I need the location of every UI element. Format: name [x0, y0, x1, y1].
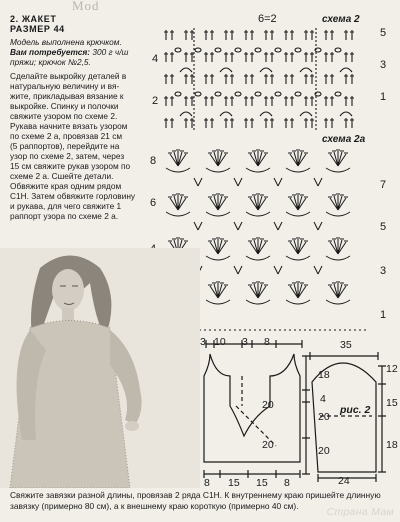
instruction-line: 15 см свяжите рукав узором по — [10, 161, 131, 171]
sleeve-right-dim-2: 15 — [386, 397, 398, 409]
model-photo — [0, 248, 200, 488]
instruction-line: С1Н. Затем обвяжите горловину — [10, 191, 136, 201]
body-right-dim-4: 20 — [318, 445, 330, 457]
body-right-dim-1: 18 — [318, 369, 330, 381]
scheme2-row-5: 5 — [380, 27, 387, 39]
bottom-line-2: завязку (примерно 80 см), а к внешнему краю короткую (примерно 40 см). — [10, 500, 299, 511]
body-bottom-dim-3: 15 — [256, 477, 268, 489]
scheme2a-row-5: 5 — [380, 221, 387, 233]
scheme2-row-4: 4 — [152, 53, 159, 65]
bottom-line-1: Свяжите завязки разной длины, провязав 2 ряда С1Н. К внутреннему краю пришейте длинную — [10, 490, 381, 500]
instruction-line: по схеме 2 а, провязав 21 см — [10, 131, 123, 141]
materials-label: Вам потребуется: — [10, 47, 91, 57]
instruction-line: свяжите узором по схеме 2. — [10, 111, 118, 121]
body-inner-dim-1: 20 — [262, 399, 274, 411]
magazine-logo: Mod — [72, 0, 100, 13]
scheme2-row-1: 1 — [380, 91, 387, 103]
model-text: Модель выполнена крючком. — [10, 37, 122, 47]
scheme2-row-3: 3 — [380, 59, 387, 71]
instruction-line: натуральную величину и вя- — [10, 81, 120, 91]
scheme2-repeat-label: 6=2 — [258, 13, 277, 25]
scheme2a-row-6: 6 — [150, 197, 157, 209]
body-right-dim-3: 20 — [318, 411, 330, 423]
materials-line-1 — [10, 47, 128, 57]
instruction-line: и рукава, для чего свяжите 1 — [10, 201, 122, 211]
scheme2a-row-8: 8 — [150, 155, 157, 167]
body-bottom-dim-1: 8 — [204, 477, 210, 489]
instruction-line: жите, прикладывая вязание к — [10, 91, 124, 101]
materials-text-2: пряжи; крючок №2,5. — [10, 57, 91, 67]
article-number: 2. — [10, 14, 19, 24]
scheme2-stitches — [164, 28, 354, 130]
body-top-dim-1: 3 — [200, 336, 206, 348]
scheme2-row-2: 2 — [152, 95, 159, 107]
scheme2a-row-3: 3 — [380, 265, 387, 277]
scheme2a-title: схема 2а — [322, 134, 366, 145]
instruction-line: Обвяжите края одним рядом — [10, 181, 122, 191]
size-value: 44 — [53, 24, 65, 34]
body-top-dim-3: 3 — [242, 336, 248, 348]
sleeve-label: рис. 2 — [340, 404, 371, 416]
watermark: Страна Мам — [326, 506, 394, 518]
body-top-dim-2: 10 — [214, 336, 226, 348]
scheme2-title: схема 2 — [322, 14, 360, 25]
body-bottom-dim-2: 15 — [228, 477, 240, 489]
instruction-line: узор по схеме 2, затем, через — [10, 151, 125, 161]
sleeve-top-dim: 35 — [340, 339, 352, 351]
materials-text-1: 300 г ч/ш — [92, 47, 129, 57]
sleeve-bottom-dim: 24 — [338, 475, 350, 487]
pattern-body — [196, 334, 316, 484]
article-title — [10, 14, 56, 24]
instruction-line: раппорт узора по схеме 2 а. — [10, 211, 119, 221]
body-top-dim-4: 8 — [264, 336, 270, 348]
instruction-line: Сделайте выкройку деталей в — [10, 71, 127, 81]
sleeve-right-dim-1: 12 — [386, 363, 398, 375]
body-inner-dim-2: 20 — [262, 439, 274, 451]
scheme2a-row-1: 1 — [380, 309, 387, 321]
instruction-line: выкройке. Спинку и полочки — [10, 101, 119, 111]
instruction-line: схеме 2 а. Сшейте детали. — [10, 171, 114, 181]
body-right-dim-2: 4 — [320, 393, 326, 405]
scheme2-chart — [156, 26, 368, 134]
body-bottom-dim-4: 8 — [284, 477, 290, 489]
article-size — [10, 24, 65, 34]
instructions-text — [10, 71, 160, 221]
scheme2a-row-7: 7 — [380, 179, 387, 191]
size-label: РАЗМЕР — [10, 24, 51, 34]
article-title-word: ЖАКЕТ — [21, 14, 57, 24]
instruction-line: (5 раппортов), перейдите на — [10, 141, 120, 151]
sleeve-right-dim-3: 18 — [386, 439, 398, 451]
instruction-line: Рукава начните вязать узором — [10, 121, 128, 131]
